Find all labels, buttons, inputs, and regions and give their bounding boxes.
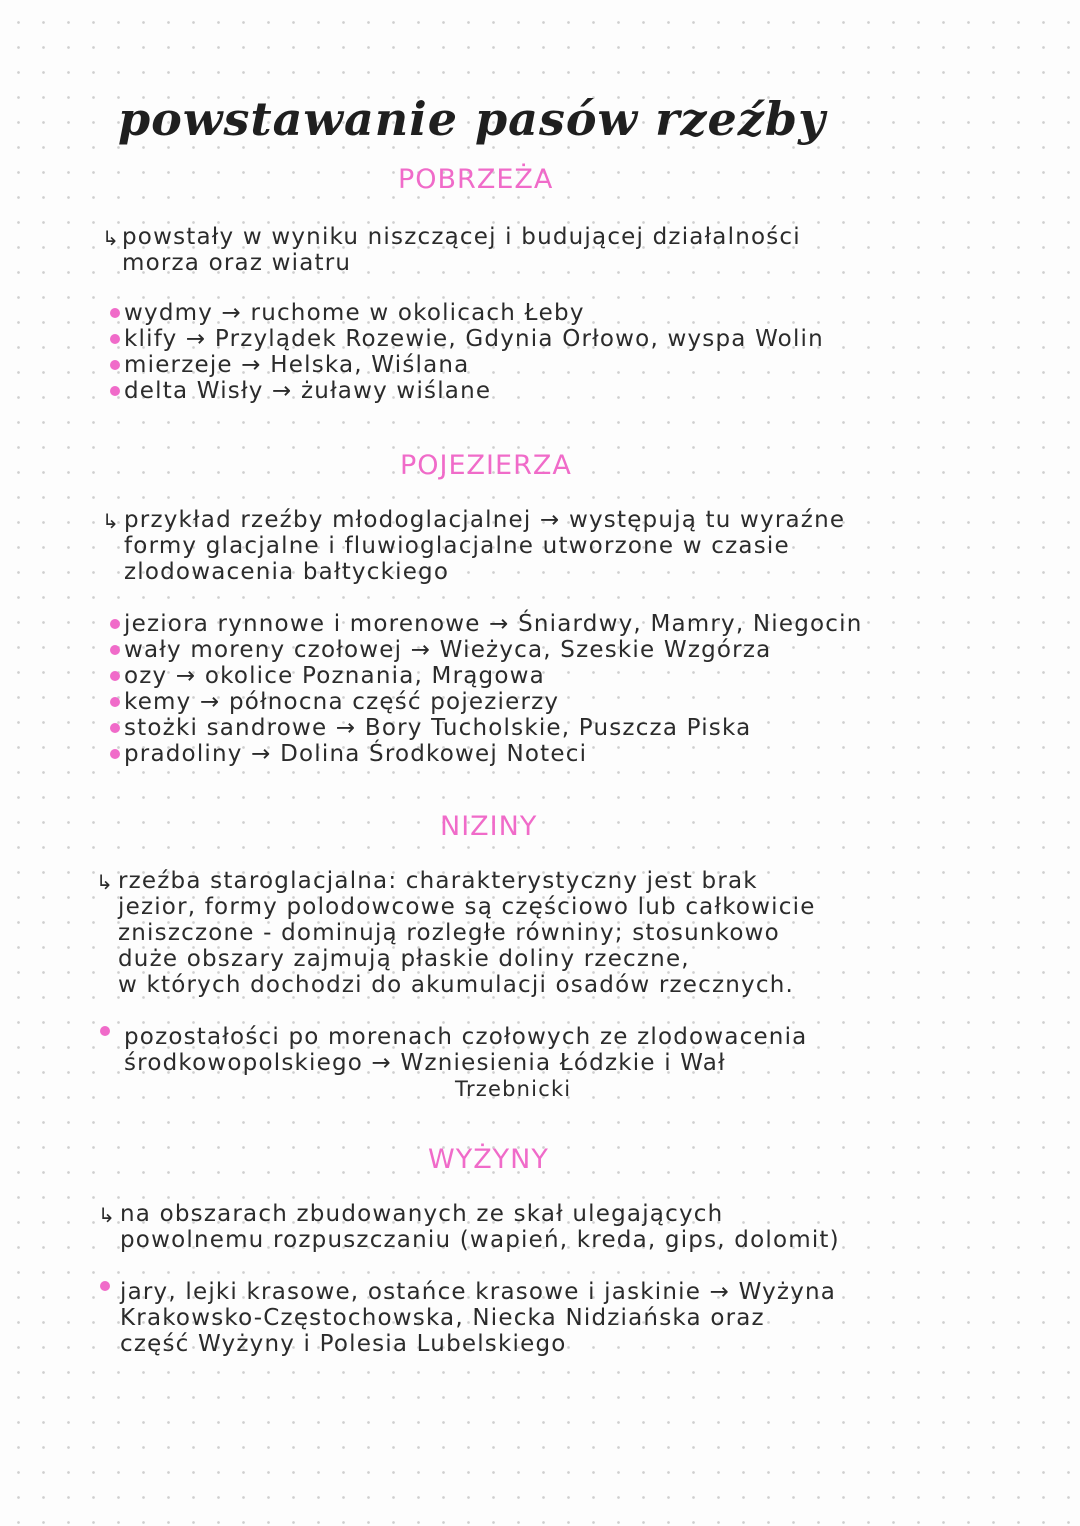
bullet-dot-icon (110, 723, 120, 733)
bullet-item-continued: Trzebnicki (455, 1077, 572, 1101)
section-intro-line: jezior, formy polodowcowe są częściowo lub całkowicie (118, 894, 816, 920)
section-intro-line: duże obszary zajmują płaskie doliny rzeczne, (118, 946, 690, 972)
section-intro-line: zlodowacenia bałtyckiego (124, 559, 450, 585)
bullet-item: klify → Przylądek Rozewie, Gdynia Orłowo, wyspa Wolin (124, 326, 824, 352)
bullet-dot-icon (110, 749, 120, 759)
bullet-item: jary, lejki krasowe, ostańce krasowe i jaskinie → Wyżyna (120, 1279, 837, 1305)
page-title: powstawanie pasów rzeźby (118, 92, 826, 146)
bullet-item-continued: część Wyżyny i Polesia Lubelskiego (120, 1331, 567, 1357)
bullet-item: wały moreny czołowej → Wieżyca, Szeskie Wzgórza (124, 637, 772, 663)
bullet-dot-icon (110, 619, 120, 629)
section-intro-line: powolnemu rozpuszczaniu (wapień, kreda, gips, dolomit) (120, 1227, 840, 1253)
section-heading-wyzyny: WYŻYNY (428, 1144, 549, 1175)
bullet-item: stożki sandrowe → Bory Tucholskie, Puszcza Piska (124, 715, 752, 741)
bullet-dot-icon (110, 645, 120, 655)
sub-arrow-icon: ↳ (102, 509, 119, 533)
bullet-item: ozy → okolice Poznania, Mrągowa (124, 663, 545, 689)
section-intro-line: formy glacjalne i fluwioglacjalne utworzone w czasie (124, 533, 790, 559)
bullet-item-continued: środkowopolskiego → Wzniesienia Łódzkie i Wał (124, 1050, 726, 1076)
bullet-item: wydmy → ruchome w okolicach Łeby (124, 300, 585, 326)
section-heading-niziny: NIZINY (440, 811, 538, 842)
bullet-dot-icon (110, 697, 120, 707)
section-intro-line: morza oraz wiatru (122, 250, 352, 276)
section-intro-line: zniszczone - dominują rozległe równiny; stosunkowo (118, 920, 780, 946)
section-intro-line: rzeźba staroglacjalna: charakterystyczny jest brak (118, 868, 758, 894)
bullet-item: jeziora rynnowe i morenowe → Śniardwy, Mamry, Niegocin (124, 611, 863, 637)
sub-arrow-icon: ↳ (98, 1203, 115, 1227)
section-heading-pobrzeza: POBRZEŻA (398, 164, 554, 195)
bullet-dot-icon (110, 334, 120, 344)
bullet-item: delta Wisły → żuławy wiślane (124, 378, 492, 404)
bullet-dot-icon (110, 386, 120, 396)
bullet-dot-icon (100, 1026, 110, 1036)
bullet-item: mierzeje → Helska, Wiślana (124, 352, 470, 378)
section-intro-line: przykład rzeźby młodoglacjalnej → występują tu wyraźne (124, 507, 846, 533)
section-heading-pojezierza: POJEZIERZA (400, 450, 572, 481)
section-intro-line: na obszarach zbudowanych ze skał ulegających (120, 1201, 724, 1227)
bullet-item: kemy → północna część pojezierzy (124, 689, 560, 715)
bullet-dot-icon (110, 671, 120, 681)
bullet-item-continued: Krakowsko-Częstochowska, Niecka Nidziańska oraz (120, 1305, 765, 1331)
bullet-dot-icon (110, 360, 120, 370)
section-intro-line: powstały w wyniku niszczącej i budującej działalności (122, 224, 801, 250)
bullet-item: pradoliny → Dolina Środkowej Noteci (124, 741, 588, 767)
bullet-item: pozostałości po morenach czołowych ze zlodowacenia (124, 1024, 808, 1050)
sub-arrow-icon: ↳ (102, 226, 119, 250)
sub-arrow-icon: ↳ (96, 870, 113, 894)
section-intro-line: w których dochodzi do akumulacji osadów rzecznych. (118, 972, 795, 998)
bullet-dot-icon (110, 308, 120, 318)
bullet-dot-icon (100, 1281, 110, 1291)
